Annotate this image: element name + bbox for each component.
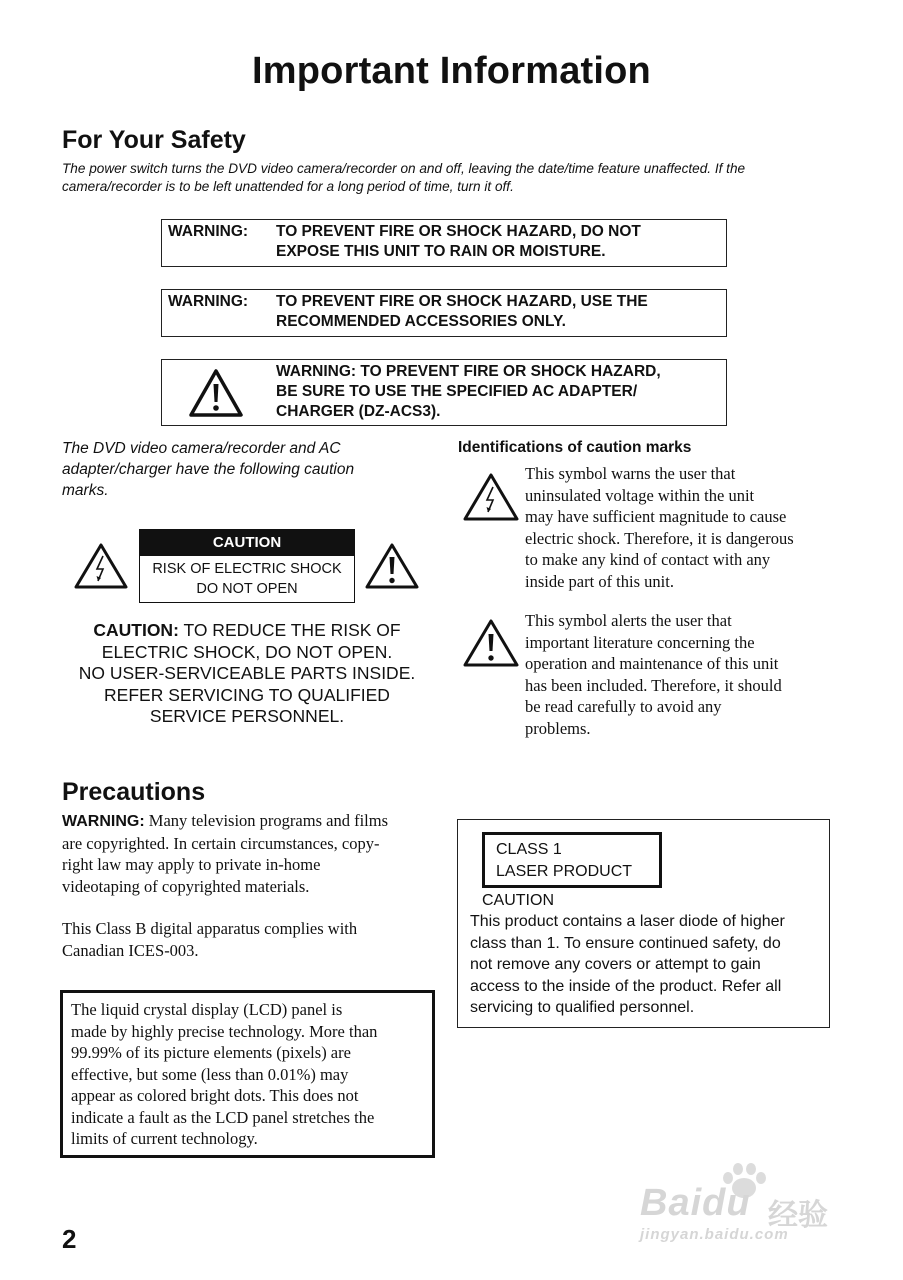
description-line: uninsulated voltage within the unit: [525, 485, 755, 505]
intro-line: The DVD video camera/recorder and AC: [62, 440, 341, 457]
laser-caution-title: CAUTION: [482, 892, 554, 909]
caution-notice: [62, 620, 432, 728]
lcd-line: 99.99% of its picture elements (pixels) are: [71, 1043, 351, 1062]
watermark-brand: Baidu: [640, 1182, 751, 1224]
warning-text: [276, 292, 716, 332]
page-title: Important Information: [252, 50, 651, 92]
laser-caution-text: [470, 911, 825, 1019]
ices-line: Canadian ICES-003.: [62, 940, 199, 960]
caution-label-header: CAUTION: [140, 530, 354, 556]
warning-box-1: [161, 219, 727, 267]
warning-text: [276, 362, 716, 422]
laser-line: access to the inside of the product. Refer all: [470, 977, 782, 995]
description-line: This symbol warns the user that: [525, 464, 736, 483]
warning-line: Many television programs and films: [148, 811, 388, 830]
lcd-line: made by highly precise technology. More than: [71, 1021, 378, 1041]
lcd-line: effective, but some (less than 0.01%) may: [71, 1064, 349, 1084]
caution-marks-intro: [62, 438, 402, 501]
copyright-warning: [62, 810, 437, 897]
literature-symbol-description: [525, 610, 835, 739]
safety-intro: The power switch turns the DVD video camera/recorder on and off, leaving the date/time feature unaffected. If the camera/recorder is to be left unattended for a long period of time, turn it off.: [62, 161, 746, 194]
warning-text: [276, 222, 716, 262]
exclamation-triangle-icon: [462, 618, 520, 668]
class-label-line: LASER PRODUCT: [496, 863, 633, 880]
caution-notice-line: SERVICE PERSONNEL.: [149, 706, 345, 726]
caution-label: [139, 529, 355, 603]
caution-label-body: [140, 556, 354, 599]
caution-notice-line: NO USER-SERVICEABLE PARTS INSIDE.: [78, 663, 416, 683]
warning-line: are copyrighted. In certain circumstances, copy-: [62, 833, 380, 853]
description-line: operation and maintenance of this unit: [525, 654, 779, 673]
warning-line: TO PREVENT FIRE OR SHOCK HAZARD, USE THE: [276, 293, 648, 310]
safety-heading: For Your Safety: [62, 126, 246, 154]
intro-line: marks.: [62, 482, 109, 499]
warning-label: WARNING:: [168, 293, 249, 310]
warning-line: TO PREVENT FIRE OR SHOCK HAZARD, DO NOT: [276, 223, 641, 240]
laser-notice-box: [457, 819, 830, 1028]
baidu-watermark: [640, 1162, 870, 1242]
caution-label-line: DO NOT OPEN: [196, 581, 298, 597]
warning-line: videotaping of copyrighted materials.: [62, 876, 310, 896]
warning-line: CHARGER (DZ-ACS3).: [276, 403, 441, 420]
caution-label-line: RISK OF ELECTRIC SHOCK: [152, 561, 342, 577]
lcd-line: limits of current technology.: [71, 1129, 258, 1148]
warning-box-3: [161, 359, 727, 426]
warning-line: right law may apply to private in-home: [62, 855, 321, 874]
precautions-heading: Precautions: [62, 778, 206, 806]
class-1-laser-label: [482, 832, 662, 888]
laser-line: servicing to qualified personnel.: [470, 999, 695, 1016]
lightning-triangle-icon: [462, 472, 520, 522]
intro-line: adapter/charger have the following caution: [62, 461, 355, 478]
warning-label: WARNING:: [168, 223, 249, 240]
caution-notice-line: TO REDUCE THE RISK OF: [183, 620, 401, 640]
description-line: important literature concerning the: [525, 632, 755, 652]
lcd-line: indicate a fault as the LCD panel stretches the: [71, 1107, 375, 1127]
lcd-line: The liquid crystal display (LCD) panel is: [71, 1000, 343, 1019]
warning-box-2: [161, 289, 727, 337]
exclamation-triangle-icon: [188, 368, 244, 418]
lightning-triangle-icon: [73, 542, 129, 590]
watermark-cn: 经验: [768, 1199, 828, 1232]
watermark-url: jingyan.baidu.com: [640, 1226, 789, 1243]
identifications-heading: Identifications of caution marks: [458, 439, 692, 456]
description-line: may have sufficient magnitude to cause: [525, 507, 787, 526]
caution-notice-line: REFER SERVICING TO QUALIFIED: [104, 684, 390, 705]
warning-line: WARNING: TO PREVENT FIRE OR SHOCK HAZARD,: [276, 363, 661, 380]
lcd-notice-box: [60, 990, 435, 1158]
warning-line: BE SURE TO USE THE SPECIFIED AC ADAPTER/: [276, 383, 638, 400]
caution-notice-bold: CAUTION:: [93, 620, 179, 640]
voltage-symbol-description: [525, 463, 835, 592]
description-line: to make any kind of contact with any: [525, 550, 771, 569]
description-line: This symbol alerts the user that: [525, 611, 732, 630]
laser-line: class than 1. To ensure continued safety, do: [470, 934, 781, 952]
page-number: 2: [62, 1224, 77, 1254]
warning-bold: WARNING:: [62, 813, 145, 830]
lcd-line: appear as colored bright dots. This does not: [71, 1086, 359, 1105]
caution-notice-line: ELECTRIC SHOCK, DO NOT OPEN.: [101, 641, 393, 662]
class-label-line: CLASS 1: [496, 841, 562, 858]
description-line: electric shock. Therefore, it is dangerous: [525, 528, 794, 548]
exclamation-triangle-icon: [364, 542, 420, 590]
laser-line: not remove any covers or attempt to gain: [470, 956, 761, 973]
warning-line: RECOMMENDED ACCESSORIES ONLY.: [276, 313, 566, 330]
ices-line: This Class B digital apparatus complies with: [62, 919, 358, 938]
description-line: be read carefully to avoid any: [525, 697, 722, 716]
description-line: inside part of this unit.: [525, 571, 674, 591]
ices-compliance: [62, 918, 437, 961]
description-line: problems.: [525, 718, 591, 738]
description-line: has been included. Therefore, it should: [525, 675, 782, 695]
laser-line: This product contains a laser diode of higher: [470, 913, 785, 930]
warning-line: EXPOSE THIS UNIT TO RAIN OR MOISTURE.: [276, 243, 606, 260]
